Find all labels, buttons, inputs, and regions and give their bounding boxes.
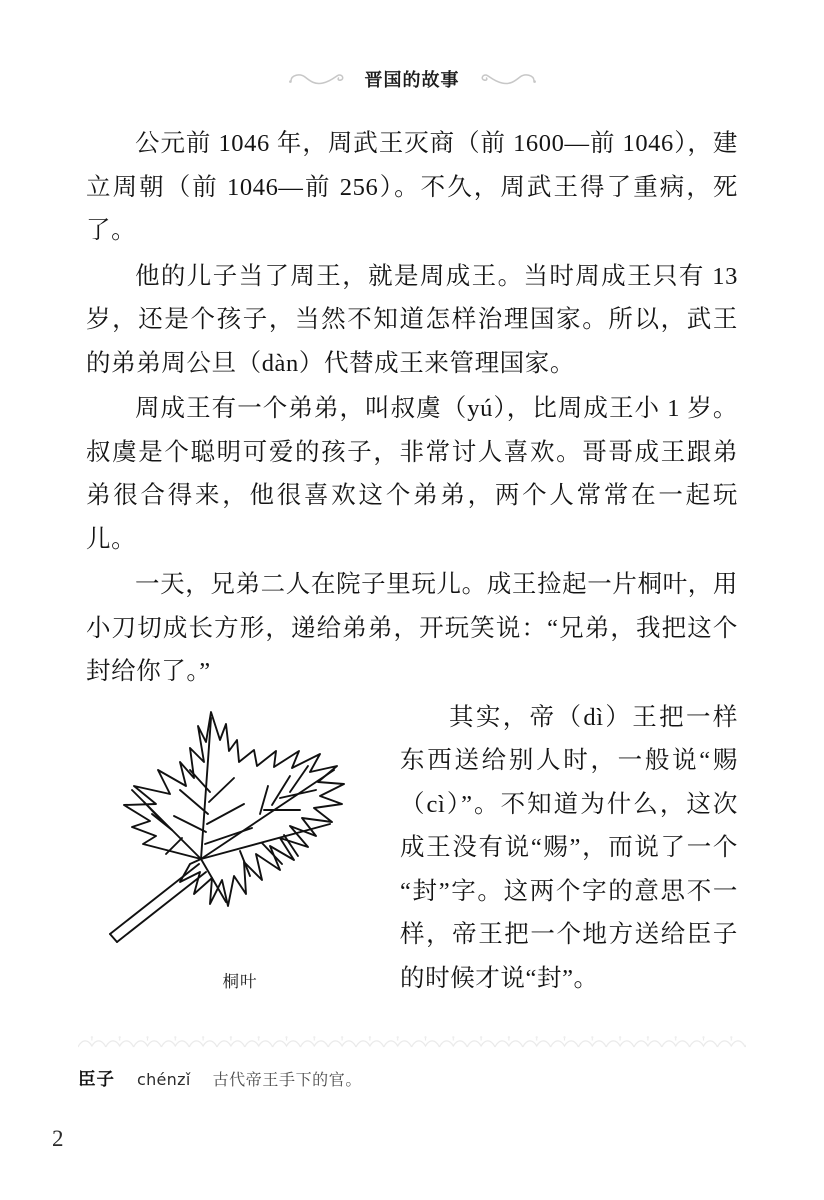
footnote-zone <box>78 1036 746 1091</box>
main-text-column <box>86 122 738 1002</box>
paragraph: 他的儿子当了周王，就是周成王。当时周成王只有 13 岁，还是个孩子，当然不知道怎样治理国家。所以，武王的弟弟周公旦（dàn）代替成王来管理国家。 <box>86 262 738 377</box>
wrapped-paragraph: 其实，帝（dì）王把一样东西送给别人时，一般说“赐（cì）”。不知道为什么，这次成王没有说“赐”，而说了一个“封”字。这两个字的意思不一样，帝王把一个地方送给臣子的时候才说“封”。 <box>400 703 738 992</box>
paulownia-leaf-line-drawing <box>94 704 366 962</box>
footnote-definition: 古代帝王手下的官。 <box>212 1070 362 1089</box>
page-number: 2 <box>52 1126 64 1151</box>
running-header <box>0 62 824 96</box>
swirl-flourish-ornament-right <box>478 68 538 90</box>
swirl-flourish-ornament-left <box>287 68 347 90</box>
paragraph: 公元前 1046 年，周武王灭商（前 1600—前 1046），建立周朝（前 1046—前 256）。不久，周武王得了重病，死了。 <box>86 130 738 244</box>
footnote-headword: 臣子 <box>78 1070 115 1090</box>
figure-caption: 桐叶 <box>222 971 258 991</box>
page-title: 晋国的故事 <box>364 70 460 91</box>
figure-and-wrapped-text <box>86 696 738 1003</box>
scalloped-wave-divider <box>78 1036 746 1050</box>
footnote-entry <box>78 1066 746 1091</box>
paragraph: 周成王有一个弟弟，叫叔虞（yú），比周成王小 1 岁。叔虞是个聪明可爱的孩子，非常讨人喜欢。哥哥成王跟弟弟很合得来，他很喜欢这个弟弟，两个人常常在一起玩儿。 <box>86 395 738 553</box>
leaf-figure <box>94 704 386 992</box>
footnote-pinyin: chénzǐ <box>137 1070 191 1089</box>
paragraph: 一天，兄弟二人在院子里玩儿。成王捡起一片桐叶，用小刀切成长方形，递给弟弟，开玩笑说：“兄弟，我把这个封给你了。” <box>86 571 738 685</box>
